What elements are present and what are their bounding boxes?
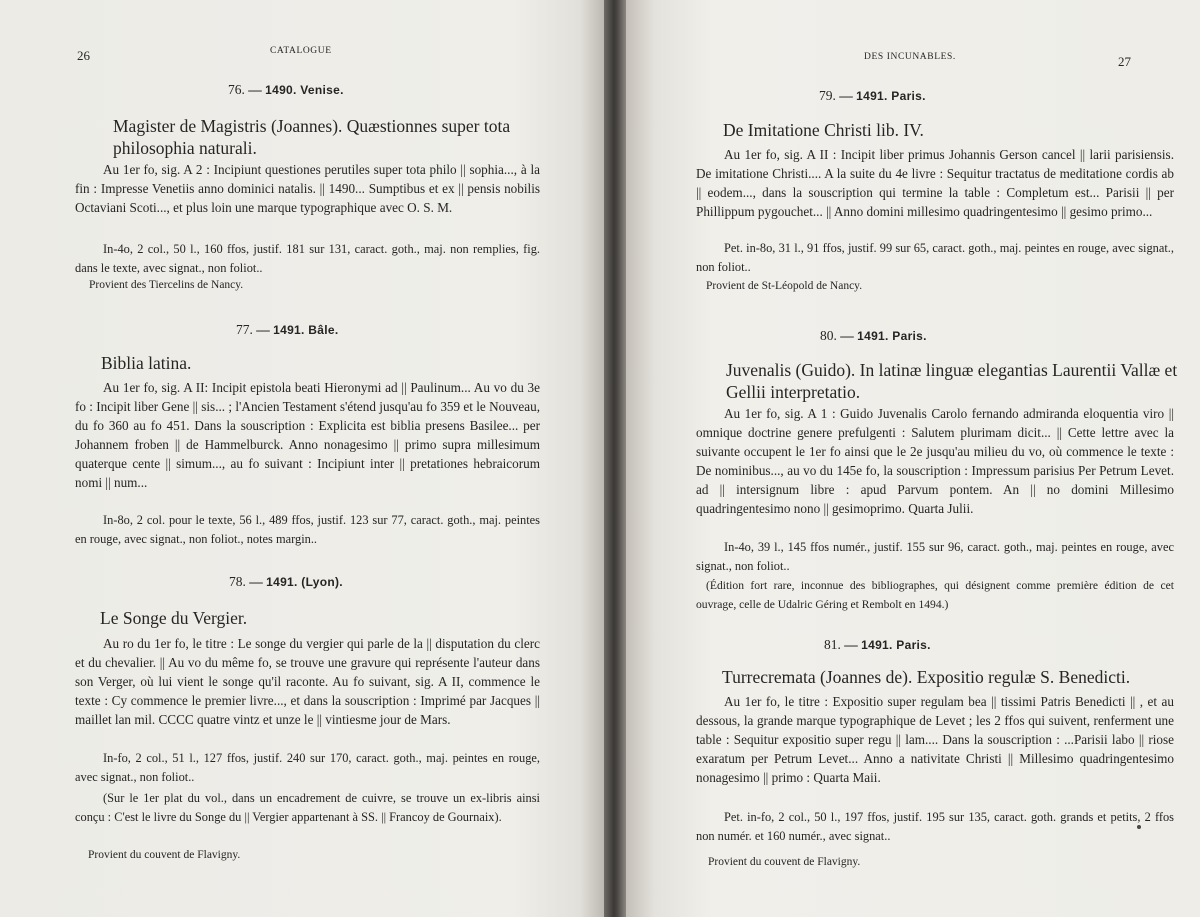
entry-number: 78. — [229, 574, 246, 589]
entry-dash: — — [839, 88, 853, 103]
entry-number: 81. — [824, 637, 841, 652]
running-head: CATALOGUE — [270, 46, 332, 56]
entry-body: Au 1er fo, sig. A II : Incipit liber primus Johannis Gerson cancel || larii parisiensis. De imitatione Christi.... A la suite du 4e livre : Sequitur tractatus de meditatione cordis ab || eodem..., dans la souscription qui termine la table : Completum est... Parisii || per Phillippum pygouchet... || Anno domini millesimo quadringentesimo || gesimo primo... — [696, 147, 1174, 219]
entry-number: 79. — [819, 88, 836, 103]
entry-dash: — — [256, 322, 270, 337]
entry-date-place: 1491. (Lyon). — [266, 575, 343, 589]
entry-body: Au ro du 1er fo, le titre : Le songe du vergier qui parle de la || disputation du clerc et du chevalier. || Au vo du même fo, se trouve une gravure qui représente l'auteur dans son Verger, où lui vient le songe qu'il raconte. Au fo suivant, sig. A II, commence le texte : Cy commence le premier livre..., et dans la souscription : Imprimé par Jacques || maillet lan mil. CCCC quatre vintz et unze le || vintiesme jour de Mars. — [75, 636, 540, 727]
entry-title: De Imitatione Christi lib. IV. — [723, 120, 924, 140]
entry-heading — [236, 322, 338, 338]
entry-number: 76. — [228, 82, 245, 97]
entry-note: (Sur le 1er plat du vol., dans un encadrement de cuivre, se trouve un ex-libris ainsi conçu : C'est le livre du Songe du || Vergier appartenant à SS. || Francoy de Gournaix). — [75, 791, 540, 824]
entry-heading — [820, 328, 927, 344]
entry-details: Pet. in-8o, 31 l., 91 ffos, justif. 99 sur 65, caract. goth., maj. peintes en rouge, avec signat., non foliot.. — [696, 241, 1174, 274]
entry-heading — [819, 88, 926, 104]
entry-body: Au 1er fo, sig. A 1 : Guido Juvenalis Carolo fernando admiranda eloquentia viro || omnique doctrine genere prefulgenti : Salutem plurimam dicit... || Cette lettre avec la suivante occupent le 1er fo ainsi que le 2e jusqu'au milieu du vo, où commence le texte : De nominibus..., au vo du 145e fo, la souscription : Impressum parisius Per Petrum Levet. ad || intersignum libre : apud Parvum pontem. An || no domini Millesimo quadringentesimo nono || gesimoprimo. Quarta Julii. — [696, 406, 1174, 516]
entry-dash: — — [248, 82, 262, 97]
entry-details: In-4o, 39 l., 145 ffos numér., justif. 155 sur 96, caract. goth., maj. peintes en rouge, avec signat., non foliot.. — [696, 540, 1174, 573]
entry-body: Au 1er fo, sig. A II: Incipit epistola beati Hieronymi ad || Paulinum... Au vo du 3e fo : Incipit liber Gene || sis... ; l'Ancien Testament s'étend jusqu'au fo 359 et le Nouveau, du fo 360 au fo 451. Dans la souscription : Explicita est biblia presens Basilee... per Johannem froben || de Hammelburck. Anno nonagesimo || primo supra millesimum quaterque cente || simum..., au fo suivant : Incipiunt inter || pretationes hebraicorum nomi || num... — [75, 380, 540, 490]
entry-date-place: 1491. Paris. — [856, 89, 926, 103]
entry-date-place: 1491. Paris. — [857, 329, 927, 343]
entry-title: Magister de Magistris (Joannes). Quæstionnes super tota philosophia naturali. — [113, 116, 511, 158]
entry-title: Juvenalis (Guido). In latinæ linguæ elegantias Laurentii Vallæ et Gellii interpretatio. — [726, 360, 1178, 402]
entry-provenance: Provient des Tiercelins de Nancy. — [89, 279, 244, 291]
entry-title: Le Songe du Vergier. — [100, 608, 248, 628]
entry-title: Biblia latina. — [101, 353, 192, 373]
entry-number: 80. — [820, 328, 837, 343]
running-head: DES INCUNABLES. — [864, 52, 956, 62]
entry-provenance: Provient du couvent de Flavigny. — [708, 856, 861, 868]
entry-date-place: 1491. Bâle. — [273, 323, 339, 337]
entry-details: In-fo, 2 col., 51 l., 127 ffos, justif. 240 sur 170, caract. goth., maj. peintes en rouge, avec signat., non foliot.. — [75, 751, 540, 784]
entry-title: Turrecremata (Joannes de). Expositio regulæ S. Benedicti. — [722, 667, 1131, 687]
right-page — [626, 0, 1200, 917]
entry-number: 77. — [236, 322, 253, 337]
entry-dash: — — [249, 574, 263, 589]
book-gutter — [604, 0, 626, 917]
entry-date-place: 1491. Paris. — [861, 638, 931, 652]
entry-body: Au 1er fo, le titre : Expositio super regulam bea || tissimi Patris Benedicti || , et au dessous, la grande marque typographique de Levet ; les 2 ffos qui suivent, renferment une table : Sequitur expositio super regu || lam.... Dans la souscription : ...Parisii labo || riose exaratum per Petrum Levet... Anno a nativitate Christi || Millesimo quadringentesimo nonagesimo || primo : Quarta Maii. — [696, 694, 1174, 785]
entry-dash: — — [844, 637, 858, 652]
entry-date-place: 1490. Venise. — [265, 83, 344, 97]
entry-details: In-8o, 2 col. pour le texte, 56 l., 489 ffos, justif. 123 sur 77, caract. goth., maj. peintes en rouge, avec signat., non foliot., notes margin.. — [75, 513, 540, 546]
entry-details: Pet. in-fo, 2 col., 50 l., 197 ffos, justif. 195 sur 135, caract. goth. grands et petits, 2 ffos non numér. et 160 numér., avec signat.. — [696, 810, 1174, 843]
entry-body: Au 1er fo, sig. A 2 : Incipiunt questiones perutiles super tota philo || sophia..., à la fin : Impresse Venetiis anno dominici natalis. || 1490... Sumptibus et ex || pensis nobilis Octaviani Scoti..., et plus loin une marque typographique avec O. S. M. — [75, 162, 540, 215]
entry-dash: — — [840, 328, 854, 343]
page-number: 26 — [77, 48, 90, 63]
entry-heading — [229, 574, 343, 590]
page-number: 27 — [1118, 54, 1131, 69]
entry-heading — [824, 637, 931, 653]
paper-spot — [1137, 825, 1141, 829]
entry-details: In-4o, 2 col., 50 l., 160 ffos, justif. 181 sur 131, caract. goth., maj. non remplies, fig. dans le texte, avec signat., non foliot.. — [75, 242, 540, 275]
entry-note: (Édition fort rare, inconnue des bibliographes, qui désignent comme première édition de cet ouvrage, celle de Udalric Géring et Rembolt en 1494.) — [696, 579, 1174, 611]
entry-heading — [228, 82, 344, 98]
entry-provenance: Provient du couvent de Flavigny. — [88, 849, 241, 861]
entry-provenance: Provient de St-Léopold de Nancy. — [706, 280, 863, 292]
